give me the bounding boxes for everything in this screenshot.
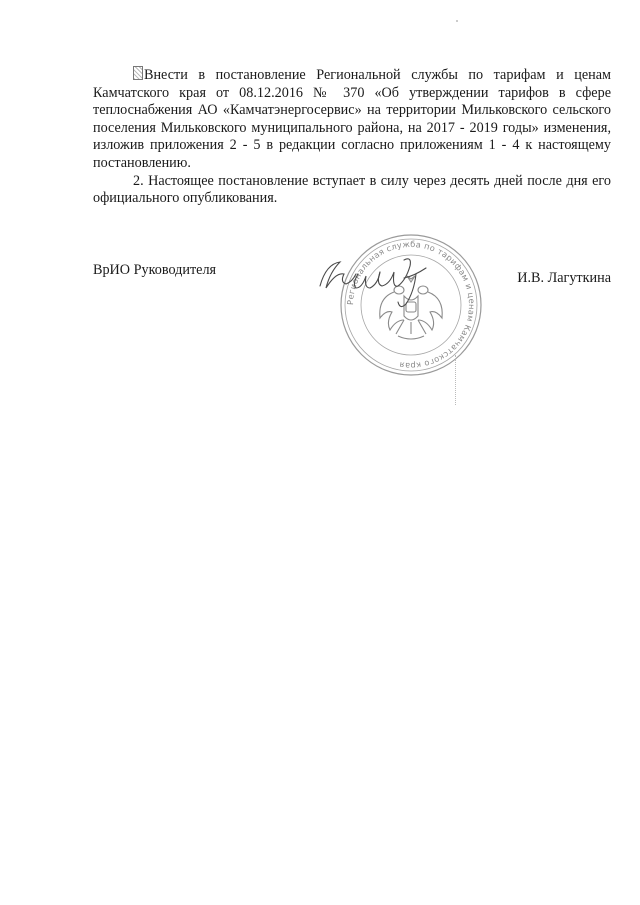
handwritten-signature-icon <box>308 244 468 314</box>
seal-ring-text: Региональная служба по тарифам и ценам Камчатского края <box>344 238 478 372</box>
paragraph-2 <box>93 173 611 208</box>
document-body <box>93 66 611 208</box>
signer-position: ВрИО Руководителя <box>93 262 217 278</box>
signer-name: И.В. Лагуткина <box>517 270 611 286</box>
paragraph-1-text: Внести в постановление Региональной службы по тарифам и ценам Камчатского края от 08.12.2016 № 370 «Об утверждении тарифов в сфере теплоснабжения АО «Камчатэнергосервис» на территории Мильковского сельского поселения Мильковского муниципального района, на 2017 - 2019 годы» изменения, изложив приложения 2 - 5 в редакции согласно приложениям 1 - 4 к настоящему постановлению. <box>93 67 611 171</box>
signature-block <box>93 238 611 412</box>
scan-fold-line <box>455 355 457 405</box>
paragraph-2-text: 2. Настоящее постановление вступает в силу через десять дней после дня его официального опубликования. <box>93 172 611 207</box>
scan-artifact <box>456 20 458 22</box>
paragraph-1 <box>93 66 611 173</box>
number-stamp-icon <box>133 66 143 80</box>
